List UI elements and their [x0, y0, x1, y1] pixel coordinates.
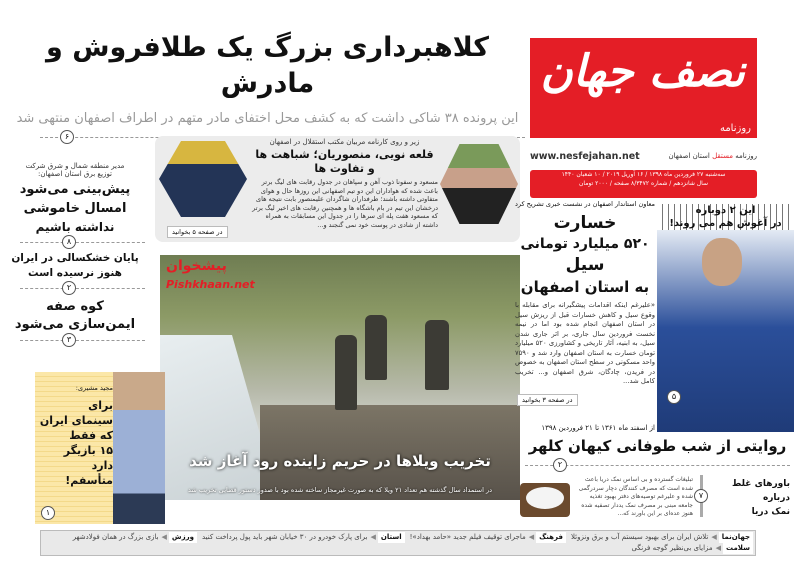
arrow-icon: ◀	[528, 533, 535, 541]
main-kicker: معاون استاندار اصفهان در نشست خبری تشریح کرد	[515, 200, 655, 208]
issue-line: سال شانزدهم / شماره ۸/۳۴۷۲ صفحه / ۲۰۰۰ تومان	[578, 180, 709, 187]
page-ref: ۷	[694, 489, 708, 503]
sports-article[interactable]	[155, 136, 520, 242]
footer-item[interactable]: تلاش ایران برای بهبود سیستم آب و برق ونزوئلا	[570, 533, 709, 541]
logo-text: نصف جهان	[540, 46, 745, 97]
main-photo	[160, 255, 520, 500]
page-ref: ۵	[667, 390, 681, 404]
salt-body: تبلیغات گسترده و بی اساس نمک دریا باعث شده است که مصرف کنندگان دچار سردرگمی شده و علیرغم توصیه‌های دفتر بهبود تغذیه جامعه مبنی بر مصرف نمک یددار تصفیه شده هنوز عده‌ای بر این باورند که...	[578, 476, 693, 517]
footer-ticker	[40, 530, 756, 556]
website-link[interactable]: www.nesfejahan.net	[530, 151, 640, 162]
main-title-line: سیل	[565, 255, 605, 275]
player-title: این ۲ دوباره	[695, 205, 756, 216]
story-line: کوه صفه	[46, 299, 104, 314]
tagline	[652, 152, 757, 160]
tagline-suffix: استان اصفهان	[668, 152, 710, 160]
photo-caption[interactable]: تخریب ویلاها در حریم زاینده رود آغاز شد	[189, 452, 491, 470]
lead-story	[10, 30, 525, 145]
footer-item[interactable]: مزایای بی‌نظیر گوجه فرنگی	[631, 544, 713, 552]
tagline-prefix: روزنامه	[735, 152, 757, 160]
quote-line: برای	[88, 399, 113, 412]
quote-author: مجید مشیری:	[75, 384, 113, 392]
watermark: Pishkhaan.net	[166, 278, 255, 291]
footer-section[interactable]: ورزش	[169, 532, 197, 543]
salt-title: نمک دریا	[751, 507, 790, 517]
main-title-line: ۵۲۰ میلیارد تومانی	[520, 236, 650, 252]
story-drought[interactable]	[0, 252, 150, 279]
lead-subhead: این پرونده ۳۸ شاکی داشت که به کشف محل اختفای مادر متهم در اطراف اصفهان منتهی شد	[16, 111, 519, 126]
main-body: «علیرغم اینکه اقدامات پیشگیرانه برای مقابله با وقوع سیل و کاهش خسارات قبل از ریزش سیل در استان اصفهان انجام شده بود اما در نیمه نخست فروردین سال جاری، بر اثر جاری شدن سیل، به ابنیه، آثار تاریخی و کشاورزی ۵۲۰ میلیارد تومان خسارت به استان اصفهان وارد شد و ۷۵۹۰ واحد مسکونی در سطح استان اصفهان به خصوص در فریدن، چادگان، شرق اصفهان و... تخریب کامل شد...	[515, 301, 655, 385]
quote-box[interactable]	[35, 372, 165, 524]
read-more-link[interactable]: در صفحه ۵ بخوانید	[167, 226, 228, 238]
footer-item[interactable]: برای پارک خودرو در ۳۰ خیابان شهر باید پول پرداخت کنید	[202, 533, 368, 541]
arrow-icon: ◀	[370, 533, 376, 541]
lead-headline[interactable]: کلاهبرداری بزرگ یک طلافروش و مادرش	[46, 32, 489, 99]
worker-figure	[425, 320, 449, 390]
salt-title: باورهای غلط	[732, 479, 790, 489]
page-ref: ۱	[41, 506, 55, 520]
quote-line: متأسفم!	[65, 474, 113, 487]
story-line: نداشته باشیم	[35, 220, 115, 234]
arrow-icon: ◀	[161, 533, 167, 541]
salt-article[interactable]	[520, 475, 790, 528]
story-line: امسال خاموشی	[23, 201, 127, 216]
story-line: ایمن‌سازی می‌شود	[14, 317, 136, 332]
coach-photo	[159, 141, 247, 217]
salt-image	[520, 483, 570, 517]
player-title: در آغوش هم می روند!	[669, 218, 782, 229]
page-ref: ۲	[553, 458, 567, 472]
salt-title: درباره	[762, 493, 790, 503]
story-line: هنوز نرسیده است	[28, 267, 122, 279]
left-column	[0, 140, 150, 348]
page-ref: ۲	[62, 281, 76, 295]
kalhor-headline[interactable]: روایتی از شب طوفانی کیهان کلهر	[528, 437, 787, 455]
sports-kicker: زیر و روی کارنامه مربیان مکتب استقلال در اصفهان	[269, 138, 420, 146]
main-article[interactable]	[515, 200, 655, 406]
footer-item[interactable]: بازی بزرگ در همان فولادشهر	[72, 533, 159, 541]
tagline-accent: مستقل	[712, 152, 734, 160]
logo-sub: روزنامه	[719, 123, 751, 134]
arrow-icon: ◀	[711, 533, 717, 541]
player-head	[702, 238, 742, 286]
date-bar	[530, 170, 757, 198]
watermark-fa: پیشخوان	[166, 258, 227, 274]
footer-item[interactable]: ماجرای توقیف فیلم جدید «حامد بهداد»!	[409, 533, 526, 541]
sports-body: مسعود و سفونا ذوب آهن و سپاهان در جدول رقابت های لیگ برتر باعث شده که هواداران این دو تیم اصفهانی این روزها حال و هوای متفاوتی داشته باشند؛ طرفداران شاگردان علیمنصور بابت نتیجه های درخشان این تیم در بام باشگاه ها و همچنین رقابت های اخیر لیگ برتر که مسعود هفت پله ای سرها را در جدول این مسابقات به همراه داشته از شادی در پوست خود نمی گنجند و...	[252, 178, 438, 229]
newspaper-logo	[530, 38, 757, 138]
person-photo	[113, 372, 165, 524]
arrow-icon: ◀	[715, 544, 722, 552]
date-line: سه‌شنبه ۲۷ فروردین ماه ۱۳۹۸ / ۱۶ آوریل ۲۰۱۹ / ۱۰ شعبان ۱۴۴۰	[561, 171, 726, 178]
story-line: پایان خشکسالی در ایران	[11, 252, 139, 264]
quote-line: که فقط	[69, 429, 113, 442]
story-sofeh[interactable]	[0, 299, 150, 332]
footer-section[interactable]: فرهنگ	[536, 532, 566, 543]
footer-section[interactable]: جهان‌نما	[719, 532, 753, 543]
footer-section[interactable]: استان	[378, 532, 405, 543]
coach-photo	[440, 144, 518, 224]
story-electricity[interactable]	[0, 182, 150, 234]
main-title-line: به استان اصفهان	[520, 278, 650, 296]
left-kicker: مدیر منطقه شمال و شرق شرکت توزیع برق استان اصفهان:	[25, 162, 125, 178]
page-ref: ۳	[62, 333, 76, 347]
quote-line: سینمای ایران	[39, 414, 113, 427]
read-more-link[interactable]: در صفحه ۳ بخوانید	[517, 394, 578, 406]
quote-line: ۱۵ بازیگر دارد	[63, 444, 113, 472]
page-ref: ۸	[62, 235, 76, 249]
worker-figure	[365, 315, 387, 380]
photo-subcaption: در استمداد سال گذشته هم تعداد ۲۱ ویلا که به صورت غیرمجاز ساخته شده بود با صدور دستور قضایی تخریب شد	[188, 486, 492, 494]
page-ref: ۶	[60, 130, 74, 144]
main-title-line: خسارت	[553, 213, 617, 233]
story-line: پیش‌بینی می‌شود	[19, 182, 131, 197]
dateline: از اسفند ماه ۱۳۶۱ تا ۲۱ فروردین ۱۳۹۸	[541, 424, 655, 432]
worker-figure	[335, 335, 357, 410]
sports-title[interactable]: قلعه نویی، منصوریان؛ شباهت ها و تفاوت ها	[255, 148, 434, 175]
footer-section[interactable]: سلامت	[723, 543, 753, 554]
player-photo[interactable]	[657, 200, 794, 432]
